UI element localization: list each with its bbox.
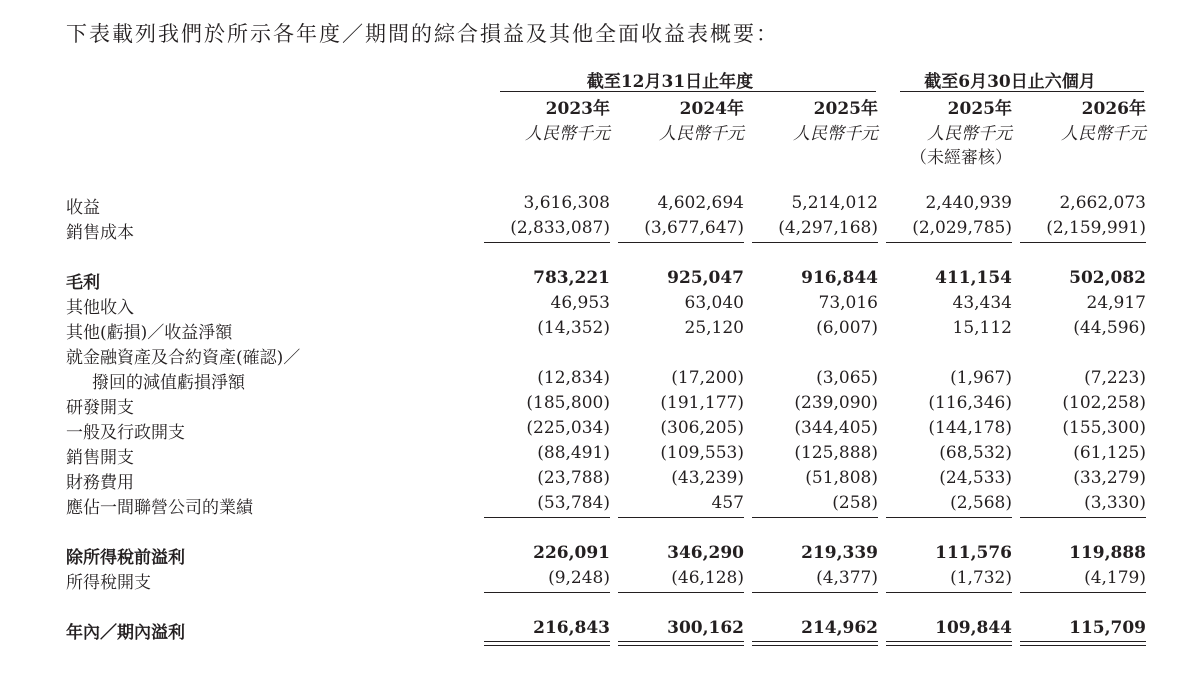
row-value: (2,568) bbox=[950, 493, 1012, 513]
column-unit-1: 人民幣千元 bbox=[659, 124, 744, 144]
row-value: (109,553) bbox=[660, 443, 744, 463]
column-year-1: 2024年 bbox=[679, 99, 744, 119]
column-year-0: 2023年 bbox=[545, 99, 610, 119]
subtotal-rule bbox=[618, 517, 744, 518]
column-year-3: 2025年 bbox=[947, 99, 1012, 119]
row-value: 111,576 bbox=[935, 543, 1012, 563]
row-value: (225,034) bbox=[526, 418, 610, 438]
subtotal-rule bbox=[618, 242, 744, 243]
row-value: (3,677,647) bbox=[644, 218, 744, 238]
row-value: (191,177) bbox=[660, 393, 744, 413]
subtotal-rule bbox=[886, 517, 1012, 518]
row-value: (3,065) bbox=[816, 368, 878, 388]
total-double-rule bbox=[886, 641, 1012, 646]
subtotal-rule bbox=[484, 242, 610, 243]
row-value: 119,888 bbox=[1069, 543, 1146, 563]
row-value: 43,434 bbox=[952, 293, 1012, 313]
row-value: (102,258) bbox=[1062, 393, 1146, 413]
column-unit-2: 人民幣千元 bbox=[793, 124, 878, 144]
row-value: (24,533) bbox=[939, 468, 1012, 488]
row-value: (306,205) bbox=[660, 418, 744, 438]
header-group-annual: 截至12月31日止年度 bbox=[586, 72, 754, 92]
row-value: 226,091 bbox=[533, 543, 610, 563]
row-value: (7,223) bbox=[1084, 368, 1146, 388]
row-value: (3,330) bbox=[1084, 493, 1146, 513]
row-value: 2,662,073 bbox=[1059, 193, 1146, 213]
row-value: 916,844 bbox=[801, 268, 878, 288]
subtotal-rule bbox=[886, 592, 1012, 593]
row-label: 所得稅開支 bbox=[66, 573, 151, 593]
row-value: 109,844 bbox=[935, 618, 1012, 638]
row-label: 財務費用 bbox=[66, 473, 134, 493]
subtotal-rule bbox=[484, 592, 610, 593]
row-value: (23,788) bbox=[537, 468, 610, 488]
row-label: 年內／期內溢利 bbox=[66, 623, 185, 643]
subtotal-rule bbox=[484, 517, 610, 518]
row-label: 收益 bbox=[66, 198, 100, 218]
row-value: (6,007) bbox=[816, 318, 878, 338]
row-value: 411,154 bbox=[935, 268, 1012, 288]
row-label: 銷售開支 bbox=[66, 448, 134, 468]
row-value: (33,279) bbox=[1073, 468, 1146, 488]
subtotal-rule bbox=[752, 592, 878, 593]
row-value: (258) bbox=[832, 493, 878, 513]
row-value: 346,290 bbox=[667, 543, 744, 563]
row-value: (1,967) bbox=[950, 368, 1012, 388]
header-rule-interim bbox=[900, 91, 1144, 92]
row-label: 就金融資產及合約資產(確認)／ bbox=[66, 348, 301, 368]
total-double-rule bbox=[752, 641, 878, 646]
subtotal-rule bbox=[1020, 242, 1146, 243]
column-year-2: 2025年 bbox=[813, 99, 878, 119]
row-value: (116,346) bbox=[928, 393, 1012, 413]
row-value: 15,112 bbox=[952, 318, 1012, 338]
row-value: 25,120 bbox=[684, 318, 744, 338]
column-year-4: 2026年 bbox=[1081, 99, 1146, 119]
row-value: (144,178) bbox=[928, 418, 1012, 438]
row-value: (4,377) bbox=[816, 568, 878, 588]
subtotal-rule bbox=[752, 242, 878, 243]
row-value: (51,808) bbox=[805, 468, 878, 488]
row-value: (9,248) bbox=[548, 568, 610, 588]
row-label: 其他(虧損)／收益淨額 bbox=[66, 323, 233, 343]
row-value: (43,239) bbox=[671, 468, 744, 488]
subtotal-rule bbox=[752, 517, 878, 518]
row-value: (185,800) bbox=[526, 393, 610, 413]
row-value: 502,082 bbox=[1069, 268, 1146, 288]
row-value: (239,090) bbox=[794, 393, 878, 413]
row-label: 應佔一間聯營公司的業績 bbox=[66, 498, 253, 518]
row-value: (155,300) bbox=[1062, 418, 1146, 438]
row-value: (2,029,785) bbox=[912, 218, 1012, 238]
row-label: 銷售成本 bbox=[66, 223, 134, 243]
row-value: 73,016 bbox=[818, 293, 878, 313]
row-value: 63,040 bbox=[684, 293, 744, 313]
row-value: 115,709 bbox=[1069, 618, 1146, 638]
row-value: 457 bbox=[711, 493, 744, 513]
row-value: (2,833,087) bbox=[510, 218, 610, 238]
total-double-rule bbox=[484, 641, 610, 646]
total-double-rule bbox=[618, 641, 744, 646]
row-value: (125,888) bbox=[794, 443, 878, 463]
row-value: 2,440,939 bbox=[925, 193, 1012, 213]
row-value: (68,532) bbox=[939, 443, 1012, 463]
row-value: 925,047 bbox=[667, 268, 744, 288]
column-unit-3: 人民幣千元 bbox=[927, 124, 1012, 144]
row-value: (44,596) bbox=[1073, 318, 1146, 338]
row-value: 300,162 bbox=[667, 618, 744, 638]
row-value: (88,491) bbox=[537, 443, 610, 463]
row-value: (4,297,168) bbox=[778, 218, 878, 238]
intro-text: 下表載列我們於所示各年度／期間的綜合損益及其他全面收益表概要： bbox=[66, 22, 779, 46]
row-value: (46,128) bbox=[671, 568, 744, 588]
row-value: (2,159,991) bbox=[1046, 218, 1146, 238]
row-value: (61,125) bbox=[1073, 443, 1146, 463]
row-value: 3,616,308 bbox=[523, 193, 610, 213]
row-value: 219,339 bbox=[801, 543, 878, 563]
row-value: (4,179) bbox=[1084, 568, 1146, 588]
row-value: (14,352) bbox=[537, 318, 610, 338]
row-label: 除所得稅前溢利 bbox=[66, 548, 185, 568]
row-value: 216,843 bbox=[533, 618, 610, 638]
column-unit-0: 人民幣千元 bbox=[525, 124, 610, 144]
row-value: 24,917 bbox=[1086, 293, 1146, 313]
header-rule-annual bbox=[500, 91, 876, 92]
unaudited-note: （未經審核） bbox=[910, 148, 1012, 168]
row-value: 5,214,012 bbox=[791, 193, 878, 213]
row-value: (17,200) bbox=[671, 368, 744, 388]
subtotal-rule bbox=[1020, 517, 1146, 518]
row-value: 783,221 bbox=[533, 268, 610, 288]
row-value: (1,732) bbox=[950, 568, 1012, 588]
row-value: 46,953 bbox=[550, 293, 610, 313]
row-value: (344,405) bbox=[794, 418, 878, 438]
row-label: 研發開支 bbox=[66, 398, 134, 418]
row-value: (12,834) bbox=[537, 368, 610, 388]
row-label: 一般及行政開支 bbox=[66, 423, 185, 443]
row-label: 其他收入 bbox=[66, 298, 134, 318]
total-double-rule bbox=[1020, 641, 1146, 646]
column-unit-4: 人民幣千元 bbox=[1061, 124, 1146, 144]
row-value: (53,784) bbox=[537, 493, 610, 513]
row-value: 4,602,694 bbox=[657, 193, 744, 213]
subtotal-rule bbox=[886, 242, 1012, 243]
row-label-continued: 撥回的減值虧損淨額 bbox=[92, 373, 245, 393]
subtotal-rule bbox=[1020, 592, 1146, 593]
row-label: 毛利 bbox=[66, 273, 100, 293]
header-group-interim: 截至6月30日止六個月 bbox=[924, 72, 1096, 92]
row-value: 214,962 bbox=[801, 618, 878, 638]
subtotal-rule bbox=[618, 592, 744, 593]
